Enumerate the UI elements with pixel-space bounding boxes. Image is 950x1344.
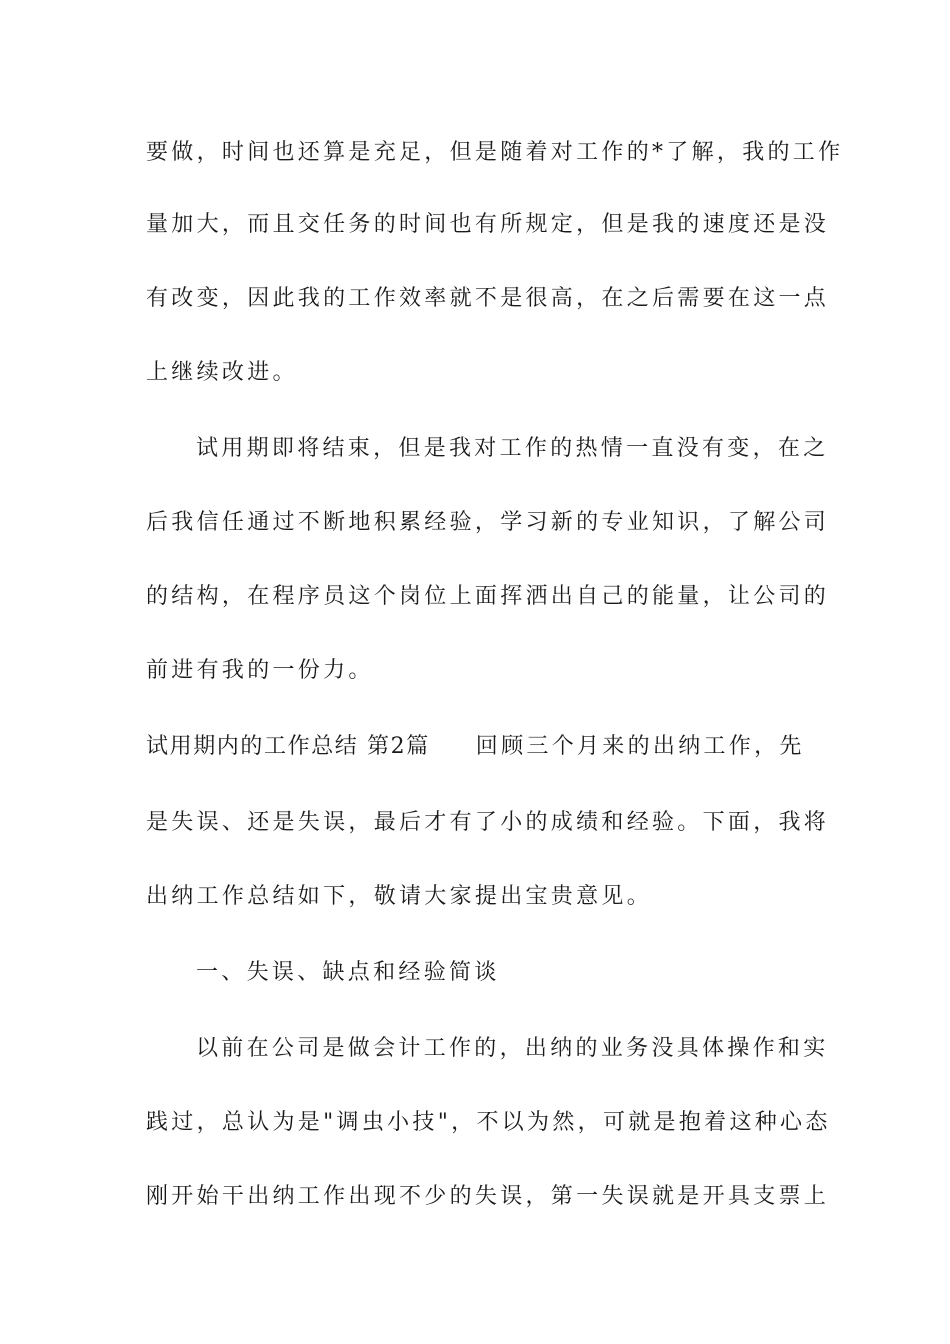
paragraph-1-line-4: 上继续改进。 <box>146 360 298 385</box>
paragraph-3-line-1: 回顾三个月来的出纳工作，先 <box>475 734 805 759</box>
paragraph-2-line-2: 后我信任通过不断地积累经验，学习新的专业知识，了解公司 <box>146 510 830 535</box>
paragraph-2-line-4: 前进有我的一份力。 <box>146 658 374 683</box>
paragraph-1-line-2: 量加大，而且交任务的时间也有所规定，但是我的速度还是没 <box>146 212 830 237</box>
paragraph-4-line-2: 践过，总认为是"调虫小技"，不以为然，可就是抱着这种心态 <box>146 1110 831 1135</box>
paragraph-1-line-1: 要做，时间也还算是充足，但是随着对工作的*了解，我的工作 <box>146 140 844 165</box>
paragraph-4-line-3: 刚开始干出纳工作出现不少的失误，第一失误就是开具支票上 <box>146 1184 830 1209</box>
paragraph-3-line-2: 是失误、还是失误，最后才有了小的成绩和经验。下面，我将 <box>146 810 830 835</box>
paragraph-4-line-1: 以前在公司是做会计工作的，出纳的业务没具体操作和实 <box>196 1036 829 1061</box>
paragraph-3-line-3: 出纳工作总结如下，敬请大家提出宝贵意见。 <box>146 884 653 909</box>
paragraph-2-line-1: 试用期即将结束，但是我对工作的热情一直没有变，在之 <box>196 436 829 461</box>
section-heading: 一、失误、缺点和经验简谈 <box>196 960 500 985</box>
paragraph-1-line-3: 有改变，因此我的工作效率就不是很高，在之后需要在这一点 <box>146 286 830 311</box>
article-title: 试用期内的工作总结 第2篇 <box>146 734 430 759</box>
paragraph-2-line-3: 的结构，在程序员这个岗位上面挥洒出自己的能量，让公司的 <box>146 584 830 609</box>
article-title-line <box>146 732 806 762</box>
